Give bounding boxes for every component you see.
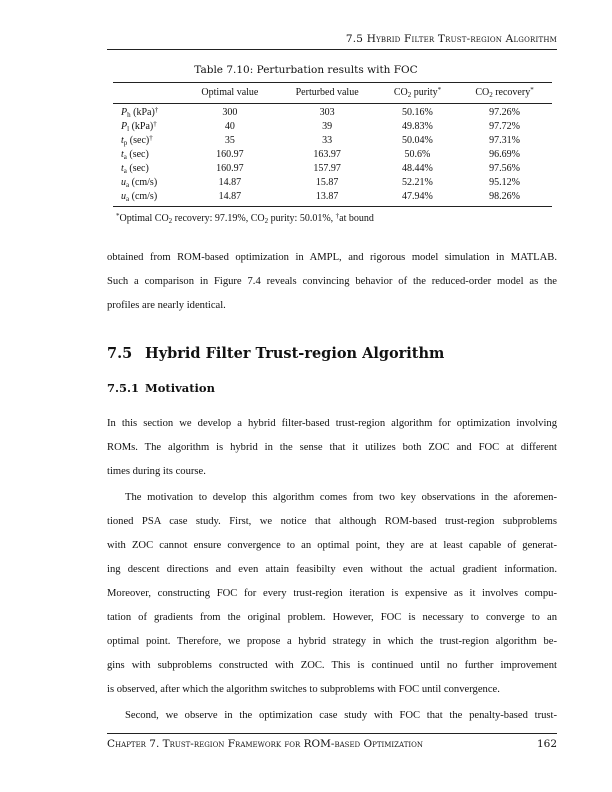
subscript: a bbox=[123, 153, 127, 161]
subsection-title: Motivation bbox=[145, 381, 215, 395]
optimal-cell: 300 bbox=[222, 107, 238, 118]
text-line: profiles are nearly identical. bbox=[107, 300, 226, 311]
text-line: obtained from ROM-based optimization in AMPL, and rigorous model simulation in MATLAB. bbox=[107, 252, 557, 263]
text-line: is observed, after which the algorithm switches to subproblems with FOC until convergence. bbox=[107, 684, 500, 695]
optimal-cell: 160.97 bbox=[216, 163, 244, 174]
perturbation-table bbox=[113, 82, 552, 207]
recovery-cell: 95.12% bbox=[489, 177, 520, 188]
running-header: 7.5 Hybrid Filter Trust-region Algorithm bbox=[345, 33, 557, 45]
page-number: 162 bbox=[536, 738, 557, 750]
unit: (cm/s) bbox=[131, 191, 158, 202]
purity-cell: 50.04% bbox=[402, 135, 433, 146]
variable: P bbox=[121, 107, 128, 118]
purity-cell: 50.6% bbox=[404, 149, 431, 160]
variable: t bbox=[121, 135, 124, 146]
perturbed-cell: 163.97 bbox=[313, 149, 341, 160]
table-row bbox=[113, 162, 552, 176]
text-line: tation of gradients from the original problem. However, FOC is necessary to converge to an bbox=[107, 612, 557, 623]
column-header: Optimal value bbox=[201, 87, 259, 98]
perturbed-cell: 39 bbox=[322, 121, 333, 132]
row-label bbox=[113, 162, 183, 176]
text-line: Such a comparison in Figure 7.4 reveals convincing behavior of the reduced-order model as the bbox=[107, 276, 557, 287]
subscript: a bbox=[126, 195, 130, 203]
footer-rule bbox=[107, 733, 557, 734]
row-label bbox=[113, 134, 183, 148]
row-label bbox=[113, 148, 183, 162]
recovery-cell: 96.69% bbox=[489, 149, 520, 160]
header-rule bbox=[107, 49, 557, 50]
variable: P bbox=[121, 121, 128, 132]
table-row bbox=[113, 190, 552, 207]
column-header bbox=[113, 83, 183, 104]
text-line: In this section we develop a hybrid filter-based trust-region algorithm for optimization involving bbox=[107, 418, 557, 429]
row-label bbox=[113, 120, 183, 134]
row-label bbox=[113, 176, 183, 190]
optimal-cell: 40 bbox=[224, 121, 235, 132]
subscript: l bbox=[127, 125, 130, 133]
text-line: ing descent directions and even attain feasibilty even without the actual gradient information. bbox=[107, 564, 557, 575]
optimal-cell: 35 bbox=[224, 135, 235, 146]
table-footnote: *Optimal $CO_2$ recovery: 97.19%, $CO_2$ purity: 50.01%, †at bound bbox=[116, 212, 374, 225]
subscript: h bbox=[127, 111, 131, 119]
unit: (cm/s) bbox=[131, 177, 158, 188]
section-number: 7.5 bbox=[107, 345, 133, 362]
purity-cell: 52.21% bbox=[402, 177, 433, 188]
recovery-cell: 97.26% bbox=[489, 107, 520, 118]
recovery-cell: 98.26% bbox=[489, 191, 520, 202]
subscript: a bbox=[123, 167, 127, 175]
variable: t bbox=[121, 163, 124, 174]
text-line: Moreover, constructing FOC for every trust-region iteration is expensive as it involves compu- bbox=[107, 588, 557, 599]
variable: u bbox=[121, 191, 126, 202]
variable: u bbox=[121, 177, 126, 188]
text-line: tioned PSA case study. First, we notice that although ROM-based trust-region subproblems bbox=[107, 516, 557, 527]
table-caption: Table 7.10: Perturbation results with FOC bbox=[194, 64, 418, 76]
optimal-cell: 14.87 bbox=[218, 177, 242, 188]
text-line: times during its course. bbox=[107, 466, 206, 477]
purity-cell: 47.94% bbox=[402, 191, 433, 202]
recovery-cell: 97.56% bbox=[489, 163, 520, 174]
text-line: with ZOC cannot ensure convergence to an optimal point, they are at least capable of generat- bbox=[107, 540, 557, 551]
subscript: a bbox=[126, 181, 130, 189]
bound-mark: † bbox=[153, 120, 157, 128]
bound-mark: † bbox=[149, 134, 153, 142]
perturbed-cell: 157.97 bbox=[313, 163, 341, 174]
perturbed-cell: 33 bbox=[322, 135, 333, 146]
unit: (kPa) bbox=[131, 121, 154, 132]
table-row bbox=[113, 104, 552, 121]
optimal-cell: 160.97 bbox=[216, 149, 244, 160]
perturbed-cell: 303 bbox=[319, 107, 335, 118]
section-heading bbox=[107, 345, 444, 362]
row-label bbox=[113, 104, 183, 121]
unit: (sec) bbox=[129, 149, 149, 160]
bound-mark: † bbox=[154, 106, 159, 114]
table-header-row bbox=[113, 83, 552, 104]
column-header: $CO_2$ recovery* bbox=[475, 86, 534, 99]
text-line: gins with subproblems constructed with ZOC. This is continued until no further improvement bbox=[107, 660, 557, 671]
perturbed-cell: 13.87 bbox=[315, 191, 339, 202]
purity-cell: 49.83% bbox=[402, 121, 433, 132]
column-header: Perturbed value bbox=[295, 87, 359, 98]
table-row bbox=[113, 134, 552, 148]
recovery-cell: 97.72% bbox=[489, 121, 520, 132]
unit: (kPa) bbox=[133, 107, 155, 118]
unit: (sec) bbox=[129, 135, 150, 146]
subscript: p bbox=[123, 139, 128, 147]
row-label bbox=[113, 190, 183, 207]
purity-cell: 48.44% bbox=[402, 163, 433, 174]
optimal-cell: 14.87 bbox=[218, 191, 242, 202]
column-header: $CO_2$ purity* bbox=[393, 86, 442, 99]
text-line: Second, we observe in the optimization case study with FOC that the penalty-based trust- bbox=[125, 710, 557, 721]
text-line: ROMs. The algorithm is hybrid in the sense that it utilizes both ZOC and FOC at different bbox=[107, 442, 557, 453]
unit: (sec) bbox=[129, 163, 149, 174]
table-row bbox=[113, 176, 552, 190]
table-row bbox=[113, 148, 552, 162]
text-line: optimal point. Therefore, we propose a hybrid strategy in which the trust-region algorithm be- bbox=[107, 636, 557, 647]
purity-cell: 50.16% bbox=[402, 107, 433, 118]
text-line: The motivation to develop this algorithm comes from two key observations in the aforemen- bbox=[125, 492, 557, 503]
variable: t bbox=[121, 149, 124, 160]
subsection-heading bbox=[107, 381, 215, 395]
footer-chapter: Chapter 7. Trust-region Framework for ROM-based Optimization bbox=[107, 738, 424, 750]
recovery-cell: 97.31% bbox=[489, 135, 520, 146]
table-row bbox=[113, 120, 552, 134]
subsection-number: 7.5.1 bbox=[107, 381, 140, 395]
section-title: Hybrid Filter Trust-region Algorithm bbox=[145, 345, 445, 362]
perturbed-cell: 15.87 bbox=[315, 177, 339, 188]
